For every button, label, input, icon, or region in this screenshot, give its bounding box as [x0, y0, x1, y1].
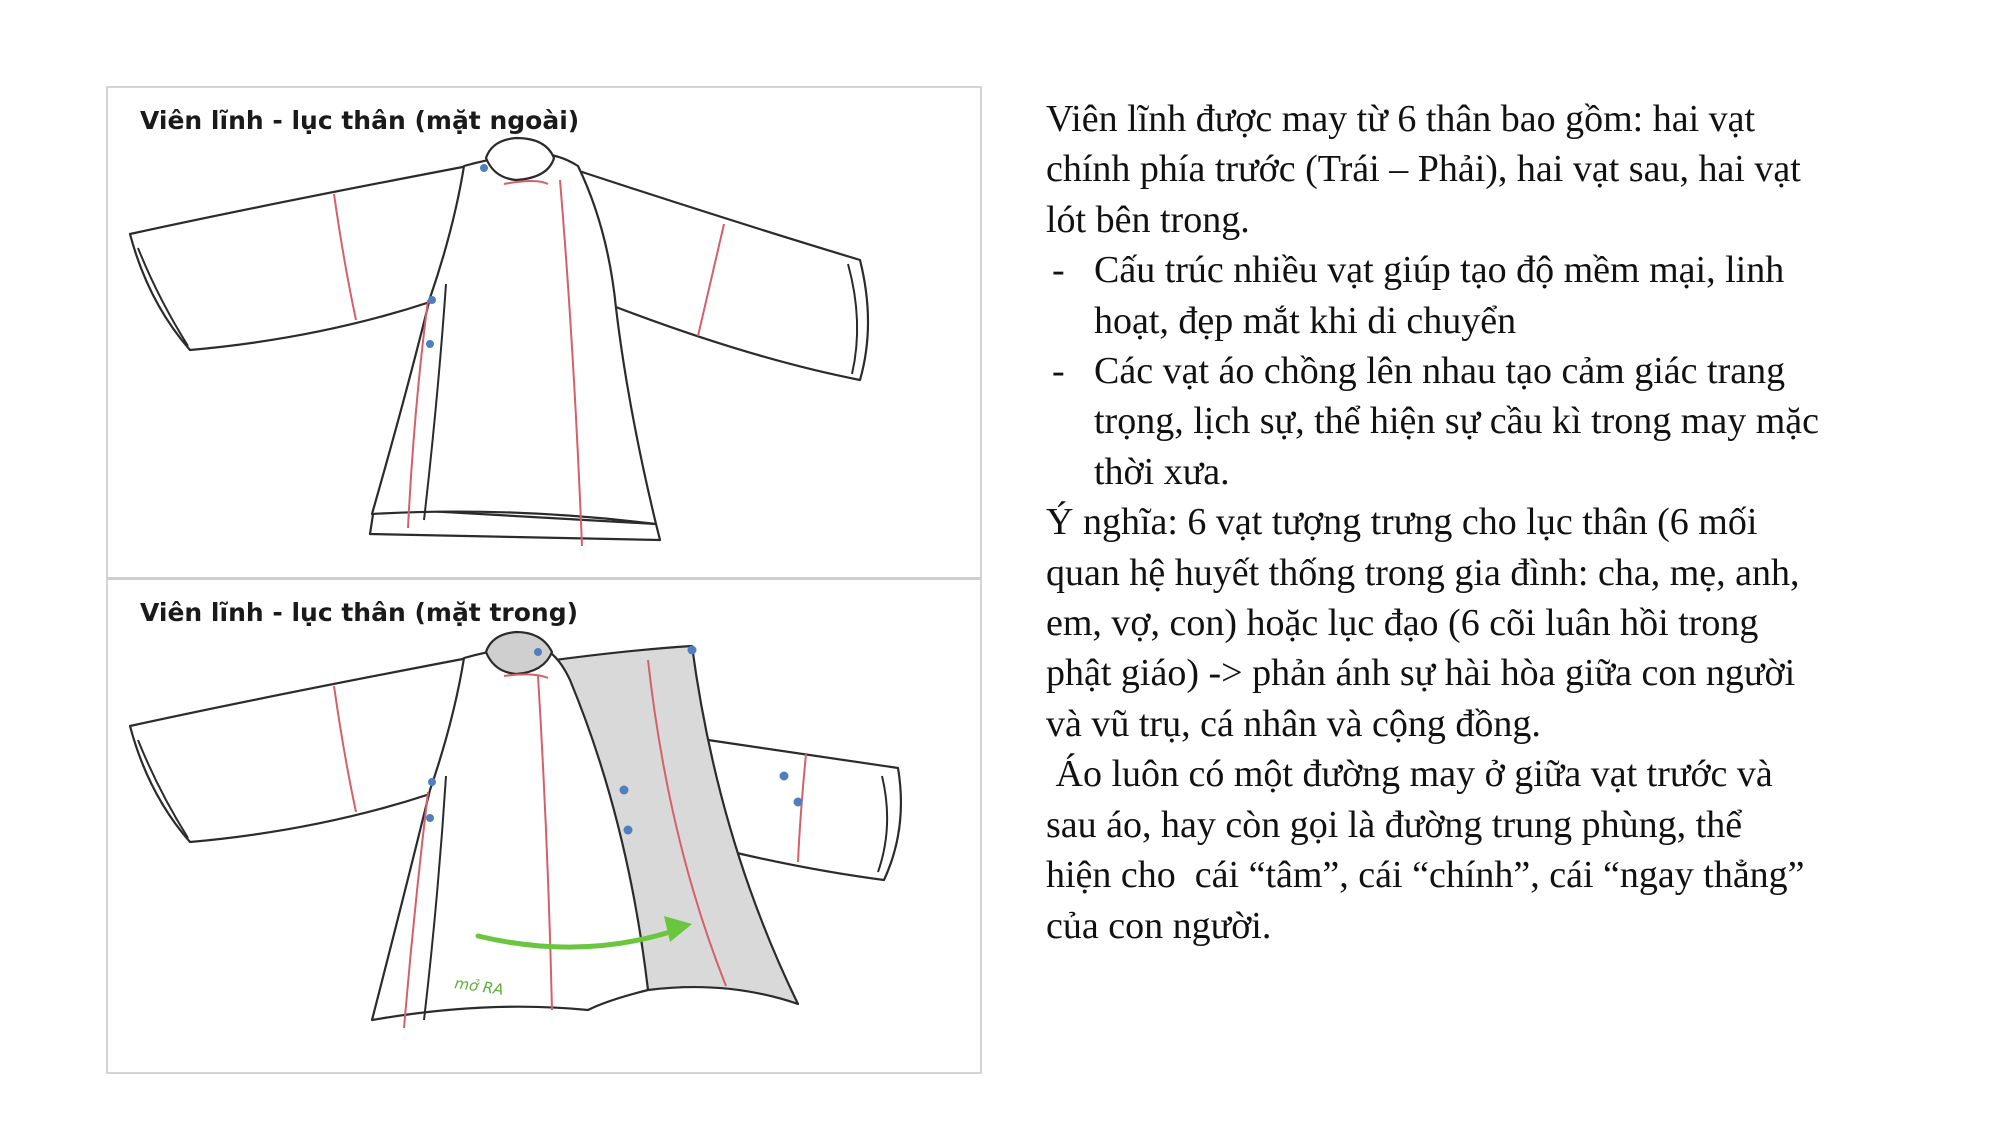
description-text: [1046, 94, 1946, 951]
seam-line: của con người.: [1046, 904, 1272, 947]
meaning-line: quan hệ huyết thống trong gia đình: cha, mẹ, anh,: [1046, 551, 1800, 594]
list-item-line: hoạt, đẹp mắt khi di chuyển: [1094, 299, 1517, 342]
bullet-dash: -: [1052, 350, 1065, 393]
figure-inner-panel: [106, 580, 982, 1074]
figure-inner-title: Viên lĩnh - lục thân (mặt trong): [140, 598, 579, 627]
meaning-line: Ý nghĩa: 6 vạt tượng trưng cho lục thân (6 mối: [1046, 501, 1758, 544]
seam-line: hiện cho cái “tâm”, cái “chính”, cái “ngay thẳng”: [1046, 854, 1805, 897]
robe-inner-illustration: [108, 580, 984, 1074]
figure-outer-title: Viên lĩnh - lục thân (mặt ngoài): [140, 106, 580, 135]
intro-line: Viên lĩnh được may từ 6 thân bao gồm: hai vạt: [1046, 98, 1756, 140]
list-item-continuation: [1046, 447, 1946, 497]
meaning-line: em, vợ, con) hoặc lục đạo (6 cõi luân hồi trong: [1046, 602, 1759, 645]
list-item: [1046, 346, 1946, 396]
list-item: [1046, 245, 1946, 295]
list-item-continuation: [1046, 396, 1946, 446]
bullet-dash: -: [1052, 249, 1065, 292]
figure-outer-panel: [106, 86, 982, 580]
list-item-line: trọng, lịch sự, thể hiện sự cầu kì trong may mặc: [1094, 400, 1820, 443]
meaning-line: phật giáo) -> phản ánh sự hài hòa giữa con người: [1046, 652, 1796, 695]
list-item-continuation: [1046, 296, 1946, 346]
feature-list: [1046, 245, 1946, 497]
seam-line: sau áo, hay còn gọi là đường trung phùng, thể: [1046, 803, 1743, 846]
meaning-line: và vũ trụ, cá nhân và cộng đồng.: [1046, 702, 1541, 745]
seam-line: Áo luôn có một đường may ở giữa vạt trước và: [1046, 753, 1773, 796]
open-arrow-label: mở RA: [453, 974, 505, 999]
list-item-line: thời xưa.: [1094, 450, 1230, 493]
robe-outer-illustration: [108, 88, 984, 582]
list-item-line: Cấu trúc nhiều vạt giúp tạo độ mềm mại, linh: [1094, 249, 1785, 292]
list-item-line: Các vạt áo chồng lên nhau tạo cảm giác trang: [1094, 350, 1786, 393]
intro-line: lót bên trong.: [1046, 198, 1250, 241]
intro-line: chính phía trước (Trái – Phải), hai vạt sau, hai vạt: [1046, 148, 1801, 191]
